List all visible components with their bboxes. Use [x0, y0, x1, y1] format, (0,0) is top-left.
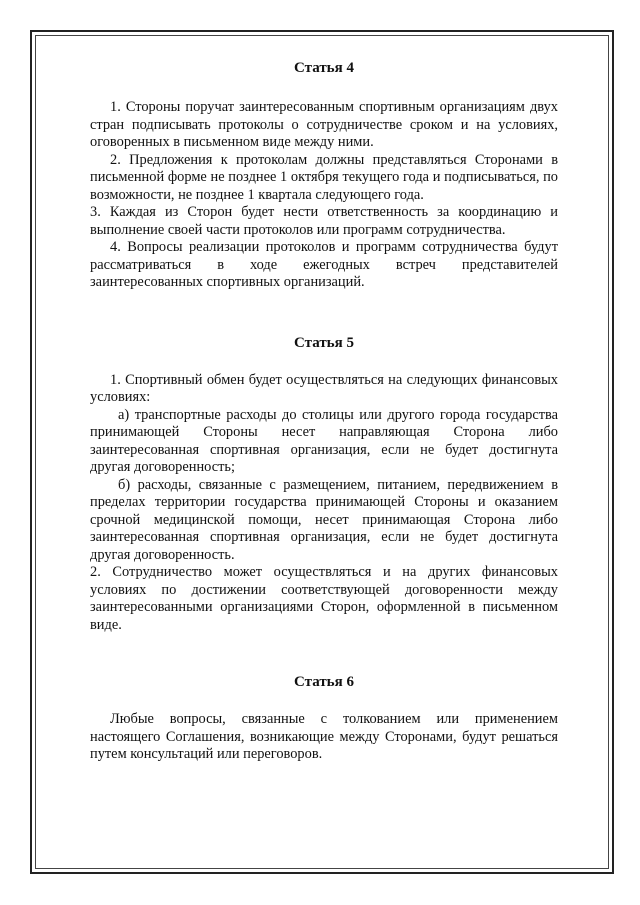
document-body: [90, 60, 558, 764]
article-5-paragraph-2: 2. Сотрудничество может осуществляться и на других финансовых условиях по достижении соответствующей договоренности между заинтересованными организациями Сторон, оформленной в письменном виде.: [90, 564, 558, 633]
article-5-heading: Статья 5: [294, 334, 354, 351]
article-4-paragraph: 3. Каждая из Сторон будет нести ответственность за координацию и выполнение своей части протоколов или программ сотрудничества.: [90, 204, 558, 238]
article-6-heading: Статья 6: [294, 674, 354, 690]
article-4-heading: Статья 4: [294, 60, 354, 76]
article-5-item-b: б) расходы, связанные с размещением, питанием, передвижением в пределах территории государства принимающей Стороны и оказанием срочной медицинской помощи, несет принимающая Сторона либо заинтересованная спортивная организация, если не будет достигнута другая договоренность.: [90, 476, 558, 563]
article-5-item-a: а) транспортные расходы до столицы или другого города государства принимающей Стороны несет направляющая Сторона либо заинтересованная спортивная организация, если не будет достигнута другая договоренность;: [90, 406, 558, 475]
article-4-paragraph: 2. Предложения к протоколам должны представляться Сторонами в письменной форме не позднее 1 октября текущего года и подписываться, по возможности, не позднее 1 квартала следующего года.: [90, 151, 558, 203]
article-4-paragraph: 1. Стороны поручат заинтересованным спортивным организациям двух стран подписывать протоколы о сотрудничестве сроком и на условиях, оговоренных в письменном виде между ними.: [90, 99, 558, 150]
article-6-text: Любые вопросы, связанные с толкованием или применением настоящего Соглашения, возникающие между Сторонами, будут решаться путем консультаций или переговоров.: [90, 711, 558, 762]
article-4-paragraph: 4. Вопросы реализации протоколов и программ сотрудничества будут рассматриваться в ходе ежегодных встреч представителей заинтересованных спортивных организаций.: [90, 239, 558, 290]
article-5-intro: 1. Спортивный обмен будет осуществляться на следующих финансовых условиях:: [90, 371, 558, 405]
